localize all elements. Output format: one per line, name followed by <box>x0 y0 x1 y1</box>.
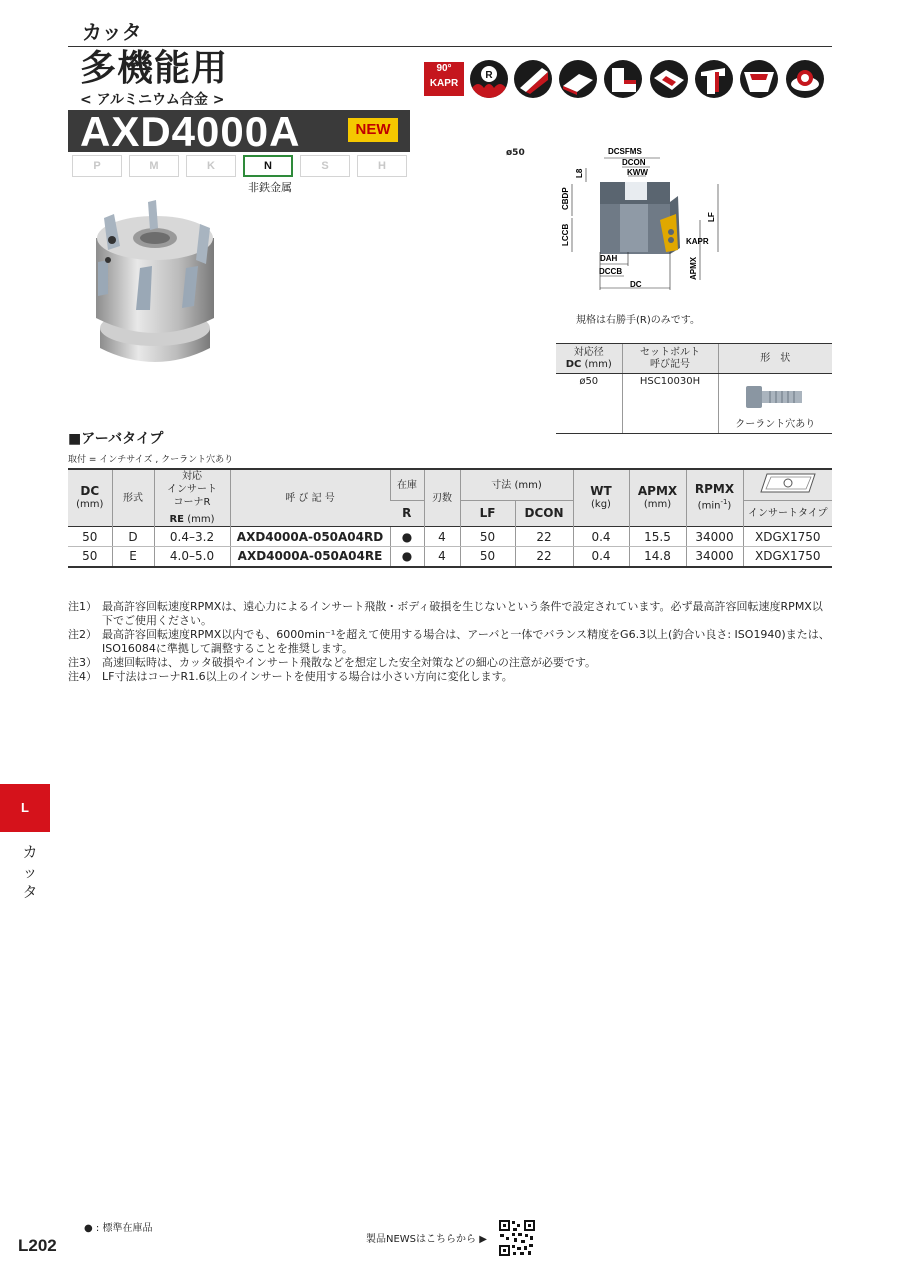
notes <box>68 600 832 684</box>
bolt-header-bolt: セットボルト 呼び記号 <box>622 344 718 374</box>
kapr-badge <box>424 62 464 96</box>
bolt-header-dc-label: 対応径 <box>573 346 604 358</box>
qr-code-icon[interactable] <box>498 1219 536 1257</box>
svg-text:KAPR: KAPR <box>686 237 709 246</box>
cell-re: 0.4–3.2 <box>154 527 230 547</box>
svg-text:L8: L8 <box>575 168 584 178</box>
bolt-shape-cell <box>718 374 832 434</box>
slotting-icon <box>650 60 688 98</box>
page-title: 多機能用 <box>80 48 229 89</box>
note-item: 注2） 最高許容回転速度RPMX以内でも、6000min⁻¹を超えて使用する場合は、アーバと一体でバランス精度をG6.3以上(釣合い良さ: ISO1940)または、ISO16084に準拠して調整することを推奨します。 <box>68 628 830 655</box>
shoulder-icon <box>514 60 552 98</box>
header-corner-r: 対応 インサート コーナR RE (mm) <box>154 469 230 527</box>
diameter-label: ø50 <box>506 148 525 158</box>
cell-form: E <box>112 547 154 567</box>
bolt-dc: ø50 <box>556 374 622 434</box>
header-rpmx: RPMX $(\min^{-1})$ <box>686 469 743 527</box>
header-lf: LF <box>460 501 515 527</box>
mount-note: 取付 = インチサイズ , クーラント穴あり <box>68 455 234 465</box>
bolt-header-dc <box>556 344 622 374</box>
product-photo <box>90 198 220 368</box>
section-tab[interactable]: L <box>0 784 50 832</box>
iso-note: 非鉄金属 <box>248 181 292 194</box>
kapr-label: KAPR <box>429 78 459 89</box>
product-table <box>68 468 832 568</box>
insert-shape-icon <box>755 470 821 496</box>
header-insert-type: インサートタイプ <box>743 501 832 527</box>
header-dc: DC (mm) <box>68 469 112 527</box>
iso-group-h: H <box>357 155 407 177</box>
iso-group-p: P <box>72 155 122 177</box>
face-milling-icon <box>559 60 597 98</box>
cell-lf: 50 <box>460 547 515 567</box>
section-tab-label: カッタ <box>22 843 38 901</box>
header-stock-r: R <box>390 501 424 527</box>
cell-teeth: 4 <box>424 527 460 547</box>
svg-text:APMX: APMX <box>689 256 698 280</box>
category-label: カッタ <box>82 20 142 44</box>
header-rule <box>68 46 832 47</box>
svg-text:KWW: KWW <box>627 168 648 177</box>
pocket-icon <box>786 60 824 98</box>
cell-insert: XDGX1750 <box>743 547 832 567</box>
ramping-icon <box>604 60 642 98</box>
kapr-degree: 90° <box>436 63 452 74</box>
header-stock: 在庫 <box>390 469 424 501</box>
iso-group-m: M <box>129 155 179 177</box>
cell-apmx: 15.5 <box>629 527 686 547</box>
note-item: 注3） 高速回転時は、カッタ破損やインサート飛散などを想定した安全対策などの細心の注意が必要です。 <box>68 656 597 669</box>
iso-group-n: N <box>243 155 293 177</box>
plunge-icon <box>695 60 733 98</box>
header-dcon: DCON <box>515 501 573 527</box>
helical-icon <box>740 60 778 98</box>
note-item: 注4） LF寸法はコーナR1.6以上のインサートを使用する場合は小さい方向に変化します。 <box>68 670 513 683</box>
cell-code: AXD4000A-050A04RE <box>230 547 390 567</box>
table-row <box>556 374 832 434</box>
cell-dcon: 22 <box>515 547 573 567</box>
section-title: ■アーバタイプ <box>68 431 164 447</box>
cell-dc: 50 <box>68 527 112 547</box>
news-link[interactable]: 製品NEWSはこちらから ▶ <box>366 1234 487 1245</box>
header-form: 形式 <box>112 469 154 527</box>
table-row <box>68 547 832 567</box>
cell-apmx: 14.8 <box>629 547 686 567</box>
bolt-image <box>740 380 810 412</box>
bolt-table <box>556 343 832 434</box>
dimension-diagram <box>500 140 750 310</box>
new-badge: NEW <box>348 118 398 142</box>
svg-text:DC: DC <box>630 280 642 289</box>
cell-code: AXD4000A-050A04RD <box>230 527 390 547</box>
cell-wt: 0.4 <box>573 547 629 567</box>
cell-re: 4.0–5.0 <box>154 547 230 567</box>
cell-teeth: 4 <box>424 547 460 567</box>
svg-text:DCCB: DCCB <box>599 267 623 276</box>
svg-text:LF: LF <box>707 212 716 222</box>
cell-wt: 0.4 <box>573 527 629 547</box>
svg-text:LCCB: LCCB <box>561 223 570 246</box>
iso-group-s: S <box>300 155 350 177</box>
cell-dc: 50 <box>68 547 112 567</box>
table-row <box>68 527 832 547</box>
stock-legend: ● : 標準在庫品 <box>84 1223 153 1234</box>
cell-dcon: 22 <box>515 527 573 547</box>
header-wt: WT (kg) <box>573 469 629 527</box>
bolt-code: HSC10030H <box>622 374 718 434</box>
svg-text:DAH: DAH <box>600 254 618 263</box>
cell-rpmx: 34000 <box>686 527 743 547</box>
iso-group-k: K <box>186 155 236 177</box>
cell-lf: 50 <box>460 527 515 547</box>
svg-text:DCON: DCON <box>622 158 646 167</box>
svg-text:DCSFMS: DCSFMS <box>608 147 642 156</box>
cell-form: D <box>112 527 154 547</box>
page-number: L202 <box>18 1236 57 1255</box>
note-item: 注1） 最高許容回転速度RPMXは、遠心力によるインサート飛散・ボディ破損を生じないという条件で設定されています。必ず最高許容回転速度RPMX以下でご使用ください。 <box>68 600 823 627</box>
spec-note: 規格は右勝手(R)のみです。 <box>576 315 700 326</box>
model-name: AXD4000A <box>80 108 301 155</box>
cell-rpmx: 34000 <box>686 547 743 567</box>
r-corner-icon <box>470 60 508 98</box>
header-dims: 寸法 (mm) <box>460 469 573 501</box>
bolt-header-shape: 形 状 <box>718 344 832 374</box>
header-insert-icon <box>743 469 832 501</box>
cell-stock: ● <box>390 547 424 567</box>
svg-text:R: R <box>485 70 493 81</box>
header-apmx: APMX (mm) <box>629 469 686 527</box>
header-teeth: 刃数 <box>424 469 460 527</box>
cell-stock: ● <box>390 527 424 547</box>
svg-text:CBDP: CBDP <box>561 187 570 210</box>
bolt-shape-caption: クーラント穴あり <box>735 419 816 430</box>
cell-insert: XDGX1750 <box>743 527 832 547</box>
page-subtitle: < アルミニウム合金 > <box>80 92 225 108</box>
bolt-header-dc-unit: DC (mm) <box>565 358 612 370</box>
header-code: 呼 び 記 号 <box>230 469 390 527</box>
